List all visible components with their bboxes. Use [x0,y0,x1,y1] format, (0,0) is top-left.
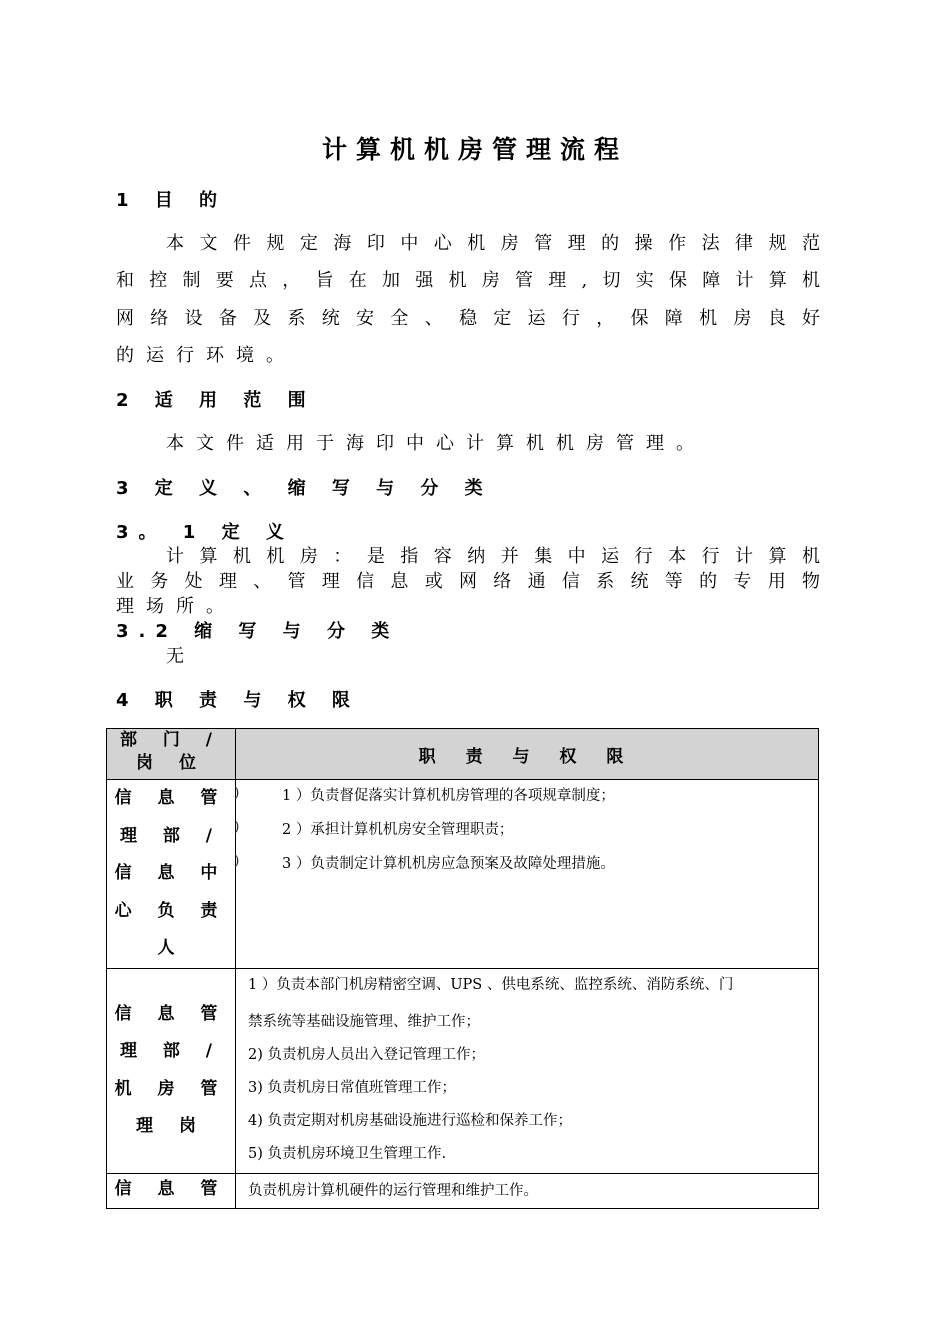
page-title: 计算机机房管理流程 [321,135,628,164]
s1-line-2: 和控制要点，旨在加强机房管理,切实保障计算机 [116,270,820,291]
role-line: 心 负 责 [114,900,228,921]
table-row [107,1173,819,1208]
duty-item: 4) 负责定期对机房基础设施进行巡检和保养工作； [248,1112,572,1129]
role-line: 理 部 / [119,825,223,846]
duty-item-continued: 禁系统等基础设施管理、维护工作； [248,1013,480,1030]
header-duty-cell: 职 责 与 权 限 [236,729,819,780]
role-cell [107,968,236,1173]
table-row [107,780,819,969]
s3-def-line-2: 业务处理、管理信息或网络通信系统等的专用物 [116,571,820,592]
role-line: 信 息 管 [114,788,228,808]
duty-item: 1 ）负责督促落实计算机机房管理的各项规章制度； [282,788,615,804]
list-bracket-icon: ) [234,819,240,835]
duties-cell [236,1173,819,1208]
duty-item: 2) 负责机房人员出入登记管理工作； [248,1046,485,1063]
list-bracket-icon: ) [234,785,240,801]
section-3-2-heading: 3.2 缩 写 与 分 类 [116,621,400,642]
duties-cell [236,780,819,969]
duty-item: 1 ）负责本部门机房精密空调、UPS 、供电系统、监控系统、消防系统、门 [248,976,734,993]
s3-def-line-3: 理场所。 [116,596,236,617]
duty-item: 负责机房计算机硬件的运行管理和维护工作。 [248,1182,538,1199]
role-line: 信 息 管 [114,1003,228,1024]
role-line: 信 息 中 [114,863,228,883]
section-3-heading: 3 定 义 、 缩 写 与 分 类 [116,478,493,499]
role-cell [107,780,236,969]
duties-cell [236,968,819,1173]
responsibility-table [106,728,819,1209]
role-line: 人 [157,938,185,958]
duty-item: 5) 负责机房环境卫生管理工作. [248,1145,447,1162]
s3-none: 无 [166,646,184,667]
duty-item: 3) 负责机房日常值班管理工作； [248,1079,456,1096]
header-role-line-2: 岗 位 [136,753,206,773]
role-cell [107,1173,236,1208]
section-4-heading: 4 职 责 与 权 限 [116,690,360,711]
s2-line: 本文件适用于海印中心计算机机房管理。 [166,433,706,454]
table-header-row [107,729,819,780]
role-line: 理 岗 [136,1116,206,1136]
role-line: 信 息 管 [114,1178,228,1199]
duty-item: 2 ）承担计算机机房安全管理职责； [282,822,514,838]
table-row [107,968,819,1173]
role-line: 理 部 / [119,1041,223,1061]
section-3-1-heading: 3。 1 定 义 [116,522,294,543]
s1-line-1: 本文件规定海印中心机房管理的操作法律规范 [166,233,820,254]
list-bracket-icon: ) [234,853,240,869]
s1-line-4: 的运行环境。 [116,345,296,366]
s1-line-3: 网络设备及系统安全、稳定运行，保障机房良好 [116,308,820,329]
header-role-line-1: 部 门 / [119,730,223,750]
section-2-heading: 2 适 用 范 围 [116,390,316,411]
s3-def-line-1: 计算机机房：是指容纳并集中运行本行计算机 [166,546,820,567]
role-line: 机 房 管 [114,1078,228,1099]
section-1-heading: 1 目 的 [116,190,228,211]
header-role-cell [107,729,236,780]
duty-item: 3 ）负责制定计算机机房应急预案及故障处理措施。 [282,856,615,872]
